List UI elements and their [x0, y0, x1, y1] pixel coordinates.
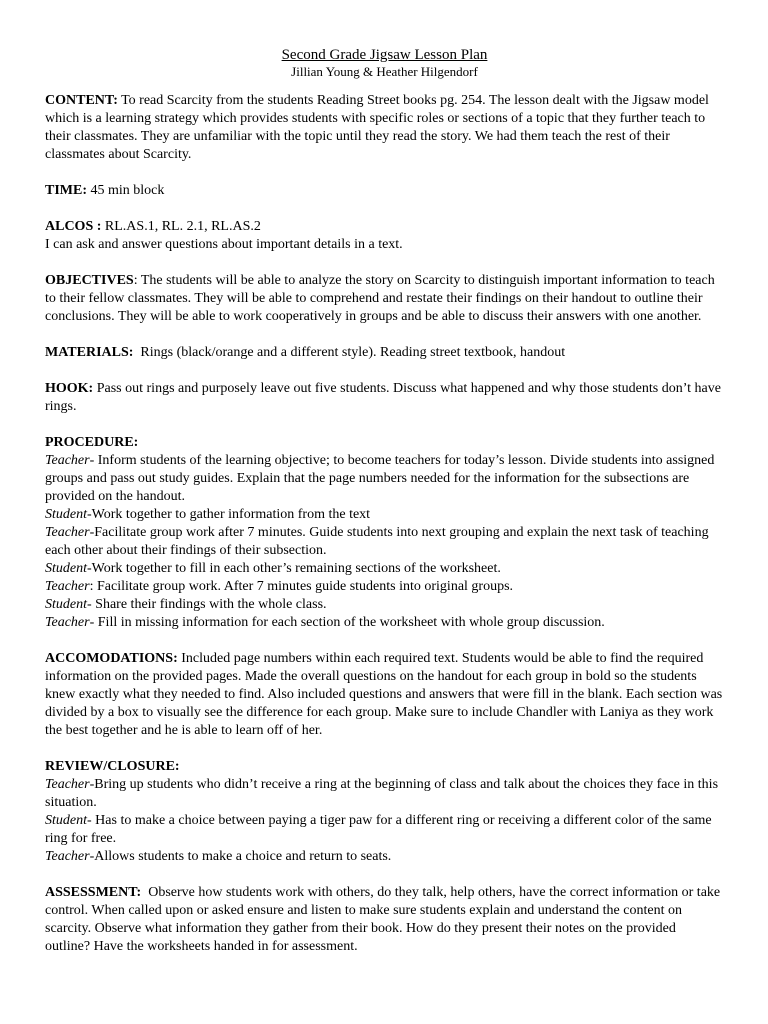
alcos-statement: I can ask and answer questions about important details in a text.: [45, 237, 403, 252]
procedure-step: [45, 596, 724, 614]
step-text: Inform students of the learning objective; to become teachers for today’s lesson. Divide students into assigned groups and pass out study guides. Explain that the page numbers needed for the information for the subsections are provided on the handout.: [45, 453, 715, 504]
review-section: [45, 758, 724, 866]
step-separator: -: [89, 453, 98, 468]
step-role: Student: [45, 597, 87, 612]
step-role: Teacher: [45, 453, 90, 468]
step-text: Share their findings with the whole class.: [95, 597, 327, 612]
step-text: Work together to gather information from the text: [91, 507, 371, 522]
accommodations-section: [45, 650, 724, 740]
alcos-label: ALCOS :: [45, 219, 102, 234]
step-separator: -: [87, 597, 96, 612]
content-text: To read Scarcity from the students Reading Street books pg. 254. The lesson dealt with the Jigsaw model which is a learning strategy which provides students with specific roles or sections of a topic that they further teach to their classmates. They are unfamiliar with the topic until they read the story. We had them teach the rest of their classmates about Scarcity.: [45, 93, 709, 162]
procedure-label: PROCEDURE:: [45, 435, 139, 450]
hook-text: Pass out rings and purposely leave out five students. Discuss what happened and why those students don’t have rings.: [45, 381, 721, 414]
objectives-section: [45, 272, 724, 326]
alcos-text: RL.AS.1, RL. 2.1, RL.AS.2: [104, 219, 261, 234]
step-text: Fill in missing information for each section of the worksheet with whole group discussion.: [97, 615, 605, 630]
accommodations-label: ACCOMODATIONS:: [45, 651, 178, 666]
hook-label: HOOK:: [45, 381, 94, 396]
document-authors: Jillian Young & Heather Hilgendorf: [291, 64, 478, 79]
step-role: Teacher: [45, 525, 90, 540]
review-step: [45, 848, 724, 866]
step-separator: -: [87, 813, 96, 828]
review-label: REVIEW/CLOSURE:: [45, 759, 180, 774]
assessment-text: Observe how students work with others, do they talk, help others, have the correct information or take control. When called upon or asked ensure and listen to make sure students explain and understand the content on scarcity. Observe what information they gather from their book. How do they present their notes on the provided outline? Have the worksheets handed in for assessment.: [45, 885, 721, 954]
procedure-step: [45, 524, 724, 560]
materials-text: Rings (black/orange and a different style). Reading street textbook, handout: [140, 345, 566, 360]
step-text: Facilitate group work after 7 minutes. Guide students into next grouping and explain the next task of teaching each other about their findings of their subsection.: [45, 525, 709, 558]
materials-section: [45, 344, 724, 362]
step-separator: :: [89, 579, 97, 594]
step-text: Allows students to make a choice and return to seats.: [94, 849, 392, 864]
step-role: Student: [45, 561, 87, 576]
step-text: Has to make a choice between paying a tiger paw for a different ring or receiving a different color of the same ring for free.: [45, 813, 712, 846]
objectives-text: : The students will be able to analyze the story on Scarcity to distinguish important information to teach to their fellow classmates. They will be able to comprehend and restate their findings on their handout to outline their conclusions. They will be able to work cooperatively in groups and be able to discuss their answers with one another.: [45, 273, 715, 324]
content-label: CONTENT:: [45, 93, 118, 108]
step-role: Teacher: [45, 615, 90, 630]
procedure-section: [45, 434, 724, 632]
document-title: Second Grade Jigsaw Lesson Plan: [281, 47, 488, 63]
procedure-step: [45, 614, 724, 632]
step-role: Teacher: [45, 777, 90, 792]
procedure-step: [45, 506, 724, 524]
step-text: Bring up students who didn’t receive a ring at the beginning of class and talk about the choices they face in this situation.: [45, 777, 719, 810]
procedure-step: [45, 452, 724, 506]
time-section: [45, 182, 724, 200]
step-separator: -: [89, 615, 98, 630]
time-label: TIME:: [45, 183, 87, 198]
procedure-step: [45, 560, 724, 578]
step-separator: -: [89, 525, 95, 540]
procedure-step: [45, 578, 724, 596]
objectives-label: OBJECTIVES: [45, 273, 134, 288]
materials-label: MATERIALS:: [45, 345, 134, 360]
step-role: Teacher: [45, 849, 90, 864]
step-text: Work together to fill in each other’s remaining sections of the worksheet.: [91, 561, 501, 576]
step-role: Student: [45, 507, 87, 522]
step-separator: -: [87, 507, 92, 522]
step-text: Facilitate group work. After 7 minutes guide students into original groups.: [96, 579, 514, 594]
assessment-label: ASSESSMENT:: [45, 885, 142, 900]
step-role: Student: [45, 813, 87, 828]
step-separator: -: [89, 777, 95, 792]
hook-section: [45, 380, 724, 416]
step-separator: -: [87, 561, 92, 576]
alcos-section: [45, 218, 724, 254]
review-step: [45, 776, 724, 812]
review-step: [45, 812, 724, 848]
content-section: [45, 92, 724, 164]
time-text: 45 min block: [90, 183, 165, 198]
step-separator: -: [89, 849, 95, 864]
assessment-section: [45, 884, 724, 956]
accommodations-text: Included page numbers within each required text. Students would be able to find the required information on the provided pages. Made the overall questions on the handout for each group in bold so the students knew exactly what they needed to find. Also included questions and answers that were fill in the blank. Each section was divided by a box to visually see the difference for each group. Make sure to include Chandler with Laniya as they work the best together and he is able to learn off of her.: [45, 651, 723, 738]
step-role: Teacher: [45, 579, 90, 594]
